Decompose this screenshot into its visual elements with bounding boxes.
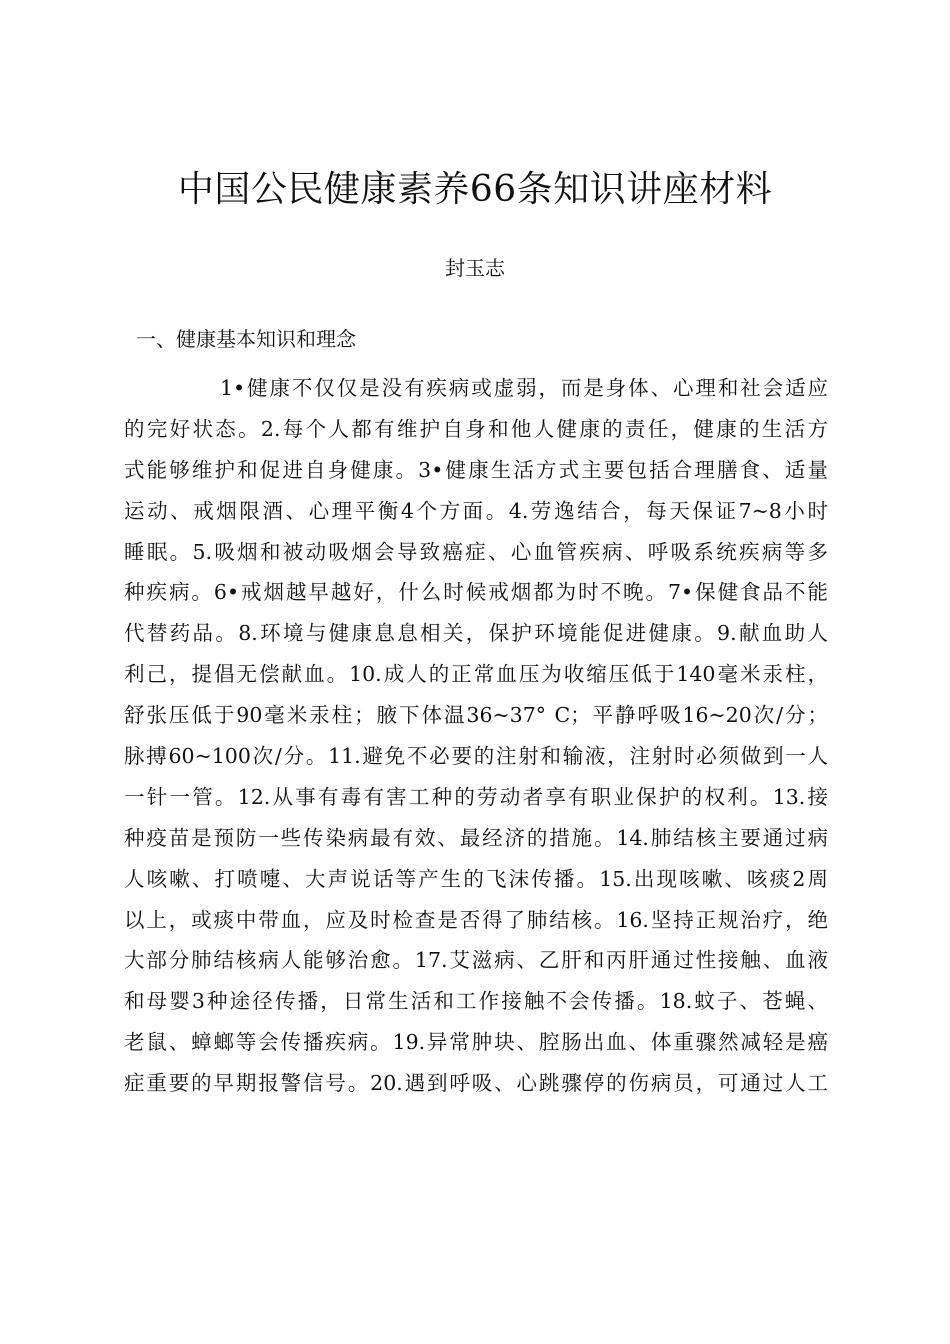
text-line: 式能够维护和促进自身健康。3•健康生活方式主要包括合理膳食、适量: [124, 457, 828, 482]
text-line: 1•健康不仅仅是没有疾病或虚弱，而是身体、心理和社会适应: [220, 376, 828, 400]
document-title: 中国公民健康素养66条知识讲座材料: [177, 169, 773, 210]
text-line: 症重要的早期报警信号。20.遇到呼吸、心跳骤停的伤病员，可通过人工: [124, 1071, 828, 1096]
body-paragraph: [124, 368, 828, 1104]
text-line: 种疫苗是预防一些传染病最有效、最经济的措施。14.肺结核主要通过病: [124, 825, 828, 850]
text-line: 睡眠。5.吸烟和被动吸烟会导致癌症、心血管疾病、呼吸系统疾病等多: [124, 539, 828, 564]
section-heading: 一、健康基本知识和理念: [136, 327, 356, 351]
text-line: 一针一管。12.从事有毒有害工种的劳动者享有职业保护的权利。13.接: [124, 784, 828, 809]
text-line: 老鼠、蟑螂等会传播疾病。19.异常肿块、腔肠出血、体重骤然减轻是癌: [124, 1030, 828, 1055]
text-line: 的完好状态。2.每个人都有维护自身和他人健康的责任，健康的生活方: [124, 416, 828, 441]
text-line: 种疾病。6•戒烟越早越好，什么时候戒烟都为时不晚。7•保健食品不能: [124, 580, 828, 605]
text-line: 运动、戒烟限酒、心理平衡4个方面。4.劳逸结合，每天保证7~8小时: [124, 498, 828, 523]
text-line: 脉搏60~100次/分。11.避免不必要的注射和输液，注射时必须做到一人: [124, 744, 828, 769]
text-line: 利己，提倡无偿献血。10.成人的正常血压为收缩压低于140毫米汞柱，: [124, 662, 828, 687]
text-line: 人咳嗽、打喷嚏、大声说话等产生的飞沫传播。15.出现咳嗽、咳痰2周: [124, 866, 828, 891]
text-line: 舒张压低于90毫米汞柱；腋下体温36~37° C；平静呼吸16~20次/分；: [124, 703, 828, 728]
text-line: 代替药品。8.环境与健康息息相关，保护环境能促进健康。9.献血助人: [124, 621, 828, 646]
text-line: 和母婴3种途径传播，日常生活和工作接触不会传播。18.蚊子、苍蝇、: [124, 989, 828, 1014]
text-line: 大部分肺结核病人能够治愈。17.艾滋病、乙肝和丙肝通过性接触、血液: [124, 948, 828, 973]
text-line: 以上，或痰中带血，应及时检查是否得了肺结核。16.坚持正规治疗，绝: [124, 907, 828, 932]
author-name: 封玉志: [445, 256, 505, 280]
